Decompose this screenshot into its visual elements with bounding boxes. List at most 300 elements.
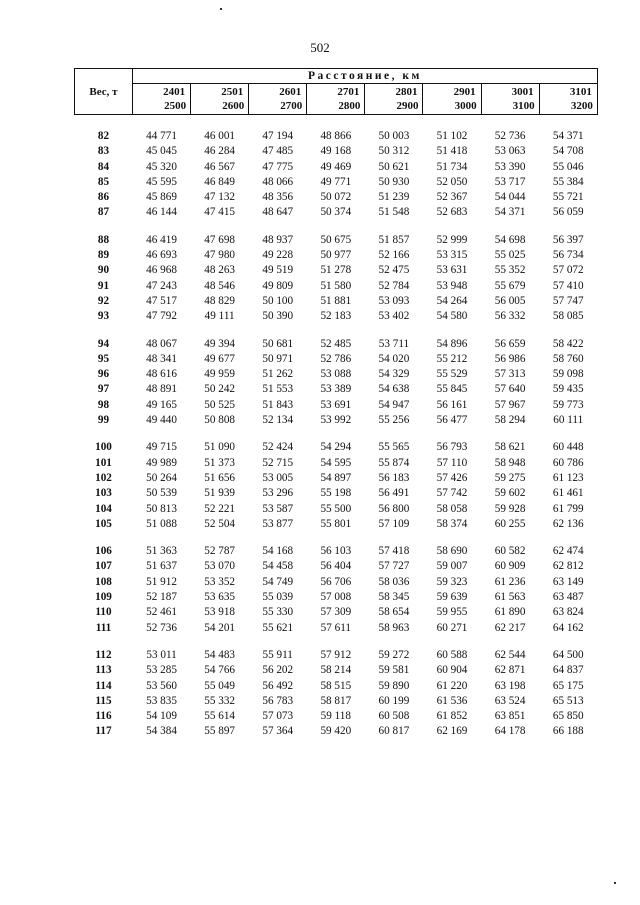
tariff-value-cell: 52 787: [204, 545, 236, 558]
tariff-value-cell: 56 005: [494, 294, 526, 307]
tariff-value-cell: 50 374: [320, 206, 352, 219]
tariff-value-cell: 61 563: [494, 591, 526, 604]
tariff-value-cell: 63 824: [552, 606, 584, 619]
tariff-value-cell: 61 461: [552, 487, 584, 500]
table-row: [75, 144, 598, 159]
range-from: 2901: [453, 86, 476, 98]
table-row: [75, 129, 598, 144]
tariff-value-cell: 57 426: [436, 471, 468, 484]
tariff-value-cell: 54 580: [436, 310, 468, 323]
tariff-value-cell: 52 786: [320, 352, 352, 365]
tariff-value-cell: 48 829: [204, 294, 236, 307]
weight-cell: 117: [95, 725, 112, 738]
tariff-value-cell: 54 698: [494, 233, 526, 246]
weight-cell: 97: [97, 383, 110, 396]
tariff-value-cell: 58 654: [378, 606, 410, 619]
tariff-value-cell: 48 546: [204, 279, 236, 292]
tariff-value-cell: 53 631: [436, 264, 468, 277]
tariff-value-cell: 55 621: [262, 621, 294, 634]
tariff-value-cell: 52 461: [146, 606, 177, 619]
tariff-value-cell: 53 711: [378, 337, 410, 350]
tariff-value-cell: 54 897: [320, 471, 352, 484]
tariff-value-cell: 48 937: [262, 233, 294, 246]
tariff-value-cell: 55 212: [436, 352, 468, 365]
tariff-value-cell: 57 747: [552, 294, 584, 307]
weight-cell: 90: [97, 264, 110, 277]
table-row: [75, 294, 598, 309]
tariff-value-cell: 62 217: [494, 621, 526, 634]
tariff-value-cell: 53 877: [262, 517, 294, 530]
distance-column-group-header: Расстояние, км: [133, 69, 598, 84]
tariff-value-cell: 56 800: [378, 502, 410, 515]
tariff-value-cell: 58 374: [436, 517, 468, 530]
tariff-value-cell: 62 136: [552, 517, 584, 530]
tariff-value-cell: 54 109: [146, 710, 177, 723]
tariff-value-cell: 57 313: [494, 368, 526, 381]
weight-cell: 96: [97, 368, 110, 381]
tariff-value-cell: 60 271: [436, 621, 468, 634]
weight-cell: 113: [95, 664, 112, 677]
tariff-value-cell: 53 560: [146, 679, 177, 692]
weight-cell: 105: [95, 517, 112, 530]
tariff-value-cell: 51 363: [146, 545, 177, 558]
tariff-value-cell: 51 239: [378, 191, 410, 204]
range-from: 3001: [511, 86, 534, 98]
tariff-value-cell: 54 294: [320, 441, 352, 454]
tariff-value-cell: 57 727: [378, 560, 410, 573]
tariff-value-cell: 56 734: [552, 249, 584, 262]
tariff-value-cell: 48 616: [146, 368, 177, 381]
table-row: [75, 413, 598, 428]
tariff-value-cell: 61 852: [436, 710, 468, 723]
tariff-value-cell: 50 977: [320, 249, 352, 262]
weight-cell: 98: [97, 398, 110, 411]
tariff-value-cell: 50 264: [146, 471, 177, 484]
weight-cell: 92: [97, 294, 110, 307]
tariff-value-cell: 54 458: [262, 560, 294, 573]
table-row: [75, 590, 598, 605]
tariff-value-cell: 51 548: [378, 206, 410, 219]
table-row: [75, 337, 598, 352]
tariff-value-cell: 55 911: [262, 648, 293, 661]
tariff-value-cell: 58 036: [378, 575, 410, 588]
tariff-value-cell: 55 039: [262, 591, 294, 604]
range-to: 2500: [164, 100, 187, 112]
weight-cell: 94: [97, 337, 110, 350]
range-to: 3100: [512, 100, 535, 112]
table-row: [75, 309, 598, 324]
tariff-value-cell: 53 992: [320, 414, 352, 427]
tariff-value-cell: 52 424: [262, 441, 294, 454]
tariff-value-cell: 56 059: [552, 206, 584, 219]
distance-range-header: [133, 84, 191, 115]
tariff-value-cell: 55 500: [320, 502, 352, 515]
table-header: [75, 69, 598, 115]
tariff-value-cell: 58 690: [436, 545, 468, 558]
tariff-value-cell: 56 103: [320, 545, 352, 558]
tariff-value-cell: 54 595: [320, 456, 352, 469]
tariff-value-cell: 59 420: [320, 725, 352, 738]
tariff-value-cell: 48 341: [146, 352, 177, 365]
weight-cell: 109: [95, 591, 112, 604]
weight-cell: 87: [97, 206, 110, 219]
tariff-value-cell: 52 475: [378, 264, 410, 277]
table-row: [75, 440, 598, 455]
tariff-value-cell: 59 773: [552, 398, 584, 411]
tariff-value-cell: 55 897: [204, 725, 236, 738]
tariff-value-cell: 49 771: [320, 175, 352, 188]
table-row: [75, 544, 598, 559]
range-from: 3101: [569, 86, 592, 98]
tariff-value-cell: 59 639: [436, 591, 468, 604]
tariff-value-cell: 66 188: [552, 725, 584, 738]
table-row: [75, 160, 598, 175]
tariff-value-cell: 57 640: [494, 383, 526, 396]
tariff-value-cell: 54 947: [378, 398, 410, 411]
tariff-value-cell: 48 356: [262, 191, 294, 204]
range-to: 3200: [570, 100, 593, 112]
tariff-value-cell: 56 404: [320, 560, 352, 573]
tariff-value-cell: 62 169: [436, 725, 468, 738]
tariff-value-cell: 59 890: [378, 679, 410, 692]
tariff-value-cell: 52 736: [494, 130, 526, 142]
tariff-value-cell: 47 980: [204, 249, 236, 262]
table-row: [75, 694, 598, 709]
tariff-value-cell: 55 256: [378, 414, 410, 427]
tariff-value-cell: 45 595: [146, 175, 177, 188]
tariff-value-cell: 51 637: [146, 560, 177, 573]
range-to: 2900: [396, 100, 419, 112]
tariff-value-cell: 59 928: [494, 502, 526, 515]
tariff-value-cell: 46 144: [146, 206, 177, 219]
tariff-value-cell: 59 275: [494, 471, 526, 484]
tariff-value-cell: 53 285: [146, 664, 177, 677]
table-row: [75, 517, 598, 532]
tariff-value-cell: 55 679: [494, 279, 526, 292]
table-row: [75, 621, 598, 636]
tariff-value-cell: 50 813: [146, 502, 177, 515]
tariff-value-cell: 53 835: [146, 694, 177, 707]
tariff-value-cell: 54 766: [204, 664, 236, 677]
tariff-value-cell: 57 073: [262, 710, 294, 723]
range-from: 2401: [163, 86, 186, 98]
tariff-value-cell: 45 869: [146, 191, 177, 204]
tariff-value-cell: 61 123: [552, 471, 584, 484]
tariff-value-cell: 55 198: [320, 487, 352, 500]
distance-range-header: [191, 84, 249, 115]
tariff-value-cell: 52 134: [262, 414, 294, 427]
tariff-value-cell: 48 647: [262, 206, 294, 219]
weight-cell: 84: [97, 160, 110, 173]
tariff-value-cell: 51 262: [262, 368, 294, 381]
tariff-value-cell: 54 483: [204, 648, 236, 661]
tariff-value-cell: 55 845: [436, 383, 468, 396]
tariff-value-cell: 53 093: [378, 294, 410, 307]
tariff-value-cell: 60 448: [552, 441, 584, 454]
tariff-value-cell: 50 971: [262, 352, 294, 365]
range-from: 2501: [221, 86, 244, 98]
tariff-value-cell: 46 567: [204, 160, 236, 173]
tariff-value-cell: 49 959: [204, 368, 236, 381]
tariff-value-cell: 52 784: [378, 279, 410, 292]
tariff-value-cell: 57 109: [378, 517, 410, 530]
tariff-value-cell: 54 168: [262, 545, 294, 558]
tariff-value-cell: 61 536: [436, 694, 468, 707]
tariff-value-cell: 62 871: [494, 664, 526, 677]
tariff-value-cell: 51 912: [146, 575, 177, 588]
tariff-value-cell: 55 721: [552, 191, 584, 204]
tariff-value-cell: 53 918: [204, 606, 236, 619]
tariff-value-cell: 57 967: [494, 398, 526, 411]
weight-cell: 100: [95, 441, 112, 454]
tariff-value-cell: 53 070: [204, 560, 236, 573]
tariff-value-cell: 48 263: [204, 264, 236, 277]
tariff-value-cell: 55 801: [320, 517, 352, 530]
tariff-value-cell: 59 272: [378, 648, 410, 661]
tariff-value-cell: 57 110: [436, 456, 468, 469]
tariff-value-cell: 51 857: [378, 233, 410, 246]
group-gap: [75, 636, 598, 648]
tariff-value-cell: 61 220: [436, 679, 468, 692]
tariff-value-cell: 53 352: [204, 575, 236, 588]
tariff-value-cell: 49 715: [146, 441, 177, 454]
table-row: [75, 190, 598, 205]
tariff-value-cell: 47 517: [146, 294, 177, 307]
tariff-value-cell: 63 487: [552, 591, 584, 604]
tariff-value-cell: 49 809: [262, 279, 294, 292]
tariff-value-cell: 53 389: [320, 383, 352, 396]
tariff-value-cell: 56 783: [262, 694, 294, 707]
tariff-value-cell: 44 771: [146, 130, 177, 142]
weight-cell: 107: [95, 560, 112, 573]
table-row: [75, 663, 598, 678]
weight-cell: 85: [97, 175, 110, 188]
tariff-value-cell: 56 491: [378, 487, 410, 500]
tariff-value-cell: 57 418: [378, 545, 410, 558]
tariff-value-cell: 53 063: [494, 145, 526, 158]
table-row: [75, 648, 598, 663]
tariff-value-cell: 58 214: [320, 664, 352, 677]
group-gap: [75, 532, 598, 544]
tariff-value-cell: 52 736: [146, 621, 177, 634]
weight-cell: 116: [95, 710, 112, 723]
tariff-value-cell: 57 364: [262, 725, 294, 738]
weight-cell: 103: [95, 487, 112, 500]
tariff-value-cell: 53 390: [494, 160, 526, 173]
tariff-value-cell: 49 394: [204, 337, 236, 350]
tariff-value-cell: 46 968: [146, 264, 177, 277]
range-to: 2600: [222, 100, 245, 112]
weight-cell: 111: [95, 621, 112, 634]
tariff-value-cell: 60 111: [553, 414, 584, 427]
tariff-value-cell: 49 519: [262, 264, 294, 277]
tariff-value-cell: 53 005: [262, 471, 294, 484]
tariff-value-cell: 52 715: [262, 456, 294, 469]
tariff-value-cell: 48 891: [146, 383, 177, 396]
tariff-value-cell: 55 874: [378, 456, 410, 469]
tariff-value-cell: 50 621: [378, 160, 410, 173]
table-row: [75, 398, 598, 413]
range-to: 3000: [454, 100, 477, 112]
tariff-value-cell: 51 939: [204, 487, 236, 500]
tariff-value-cell: 60 255: [494, 517, 526, 530]
weight-cell: 112: [95, 648, 112, 661]
weight-column-header: Вес, т: [75, 69, 133, 115]
tariff-value-cell: 53 691: [320, 398, 352, 411]
tariff-value-cell: 47 485: [262, 145, 294, 158]
tariff-value-cell: 51 418: [436, 145, 468, 158]
tariff-value-cell: 56 397: [552, 233, 584, 246]
tariff-value-cell: 45 320: [146, 160, 177, 173]
tariff-value-cell: 57 912: [320, 648, 352, 661]
weight-cell: 88: [97, 233, 110, 246]
tariff-value-cell: 60 909: [494, 560, 526, 573]
range-from: 2801: [395, 86, 418, 98]
tariff-value-cell: 56 659: [494, 337, 526, 350]
range-from: 2601: [279, 86, 302, 98]
tariff-value-cell: 59 581: [378, 664, 410, 677]
tariff-value-cell: 51 881: [320, 294, 352, 307]
tariff-value-cell: 51 553: [262, 383, 294, 396]
tariff-value-cell: 53 587: [262, 502, 294, 515]
tariff-value-cell: 53 635: [204, 591, 236, 604]
tariff-value-cell: 54 896: [436, 337, 468, 350]
tariff-value-cell: 60 199: [378, 694, 410, 707]
table-row: [75, 248, 598, 263]
tariff-value-cell: 59 435: [552, 383, 584, 396]
tariff-value-cell: 46 284: [204, 145, 236, 158]
tariff-value-cell: 50 539: [146, 487, 177, 500]
tariff-value-cell: 51 734: [436, 160, 468, 173]
table-row: [75, 559, 598, 574]
tariff-value-cell: 53 296: [262, 487, 294, 500]
tariff-value-cell: 52 166: [378, 249, 410, 262]
tariff-value-cell: 58 085: [552, 310, 584, 323]
table-row: [75, 471, 598, 486]
tariff-value-cell: 47 194: [262, 130, 294, 142]
tariff-value-cell: 50 242: [204, 383, 236, 396]
table-row: [75, 367, 598, 382]
range-to: 2700: [280, 100, 303, 112]
tariff-value-cell: 59 602: [494, 487, 526, 500]
tariff-value-cell: 60 582: [494, 545, 526, 558]
table-row: [75, 382, 598, 397]
tariff-value-cell: 55 025: [494, 249, 526, 262]
tariff-value-cell: 58 963: [378, 621, 410, 634]
tariff-value-cell: 61 236: [494, 575, 526, 588]
distance-range-header: [423, 84, 481, 115]
tariff-value-cell: 58 058: [436, 502, 468, 515]
tariff-value-cell: 55 049: [204, 679, 236, 692]
tariff-value-cell: 49 168: [320, 145, 352, 158]
tariff-value-cell: 48 866: [320, 130, 352, 142]
group-gap: [75, 325, 598, 337]
tariff-value-cell: 51 373: [204, 456, 236, 469]
weight-cell: 89: [97, 249, 110, 262]
tariff-value-cell: 46 849: [204, 175, 236, 188]
tariff-value-cell: 59 955: [436, 606, 468, 619]
tariff-value-cell: 64 162: [552, 621, 584, 634]
tariff-value-cell: 64 500: [552, 648, 584, 661]
tariff-value-cell: 60 904: [436, 664, 468, 677]
table-row: [75, 263, 598, 278]
tariff-value-cell: 49 440: [146, 414, 177, 427]
table-body: [75, 115, 598, 740]
table-row: [75, 205, 598, 220]
tariff-value-cell: 59 098: [552, 368, 584, 381]
tariff-value-cell: 53 011: [146, 648, 177, 661]
page-number: 502: [310, 40, 330, 55]
table-row: [75, 724, 598, 739]
tariff-value-cell: 51 090: [204, 441, 236, 454]
tariff-value-cell: 52 183: [320, 310, 352, 323]
tariff-value-cell: 63 851: [494, 710, 526, 723]
tariff-value-cell: 50 003: [378, 130, 410, 142]
tariff-value-cell: 48 067: [146, 337, 177, 350]
tariff-value-cell: 53 948: [436, 279, 468, 292]
tariff-value-cell: 59 007: [436, 560, 468, 573]
tariff-value-cell: 61 799: [552, 502, 584, 515]
tariff-value-cell: 64 178: [494, 725, 526, 738]
tariff-value-cell: 49 989: [146, 456, 177, 469]
tariff-value-cell: 58 948: [494, 456, 526, 469]
tariff-value-cell: 60 786: [552, 456, 584, 469]
tariff-value-cell: 56 332: [494, 310, 526, 323]
tariff-value-cell: 47 132: [204, 191, 236, 204]
weight-cell: 106: [95, 545, 112, 558]
distance-range-header: [307, 84, 365, 115]
weight-cell: 82: [97, 130, 110, 142]
table-row: [75, 233, 598, 248]
tariff-value-cell: 63 524: [494, 694, 526, 707]
tariff-value-cell: 52 683: [436, 206, 468, 219]
tariff-value-cell: 46 001: [204, 130, 236, 142]
tariff-value-cell: 52 367: [436, 191, 468, 204]
tariff-value-cell: 52 050: [436, 175, 468, 188]
tariff-value-cell: 47 243: [146, 279, 177, 292]
tariff-value-cell: 53 315: [436, 249, 468, 262]
tariff-value-cell: 54 371: [494, 206, 526, 219]
tariff-value-cell: 46 693: [146, 249, 177, 262]
tariff-value-cell: 63 149: [552, 575, 584, 588]
tariff-value-cell: 49 228: [262, 249, 294, 262]
tariff-value-cell: 56 793: [436, 441, 468, 454]
tariff-value-cell: 60 508: [378, 710, 410, 723]
weight-cell: 95: [97, 352, 110, 365]
tariff-value-cell: 55 565: [378, 441, 410, 454]
range-from: 2701: [337, 86, 360, 98]
tariff-value-cell: 56 202: [262, 664, 294, 677]
tariff-value-cell: 59 323: [436, 575, 468, 588]
tariff-value-cell: 61 890: [494, 606, 526, 619]
tariff-value-cell: 65 850: [552, 710, 584, 723]
tariff-value-cell: 50 808: [204, 414, 236, 427]
tariff-value-cell: 63 198: [494, 679, 526, 692]
tariff-value-cell: 54 708: [552, 145, 584, 158]
tariff-value-cell: 45 045: [146, 145, 177, 158]
distance-range-header: [249, 84, 307, 115]
tariff-value-cell: 52 504: [204, 517, 236, 530]
weight-cell: 110: [95, 606, 112, 619]
tariff-value-cell: 64 837: [552, 664, 584, 677]
weight-cell: 114: [95, 679, 112, 692]
tariff-value-cell: 55 614: [204, 710, 236, 723]
tariff-value-cell: 55 332: [204, 694, 236, 707]
distance-range-header: [539, 84, 597, 115]
tariff-value-cell: 57 611: [320, 621, 351, 634]
tariff-value-cell: 53 717: [494, 175, 526, 188]
tariff-value-cell: 54 264: [436, 294, 468, 307]
